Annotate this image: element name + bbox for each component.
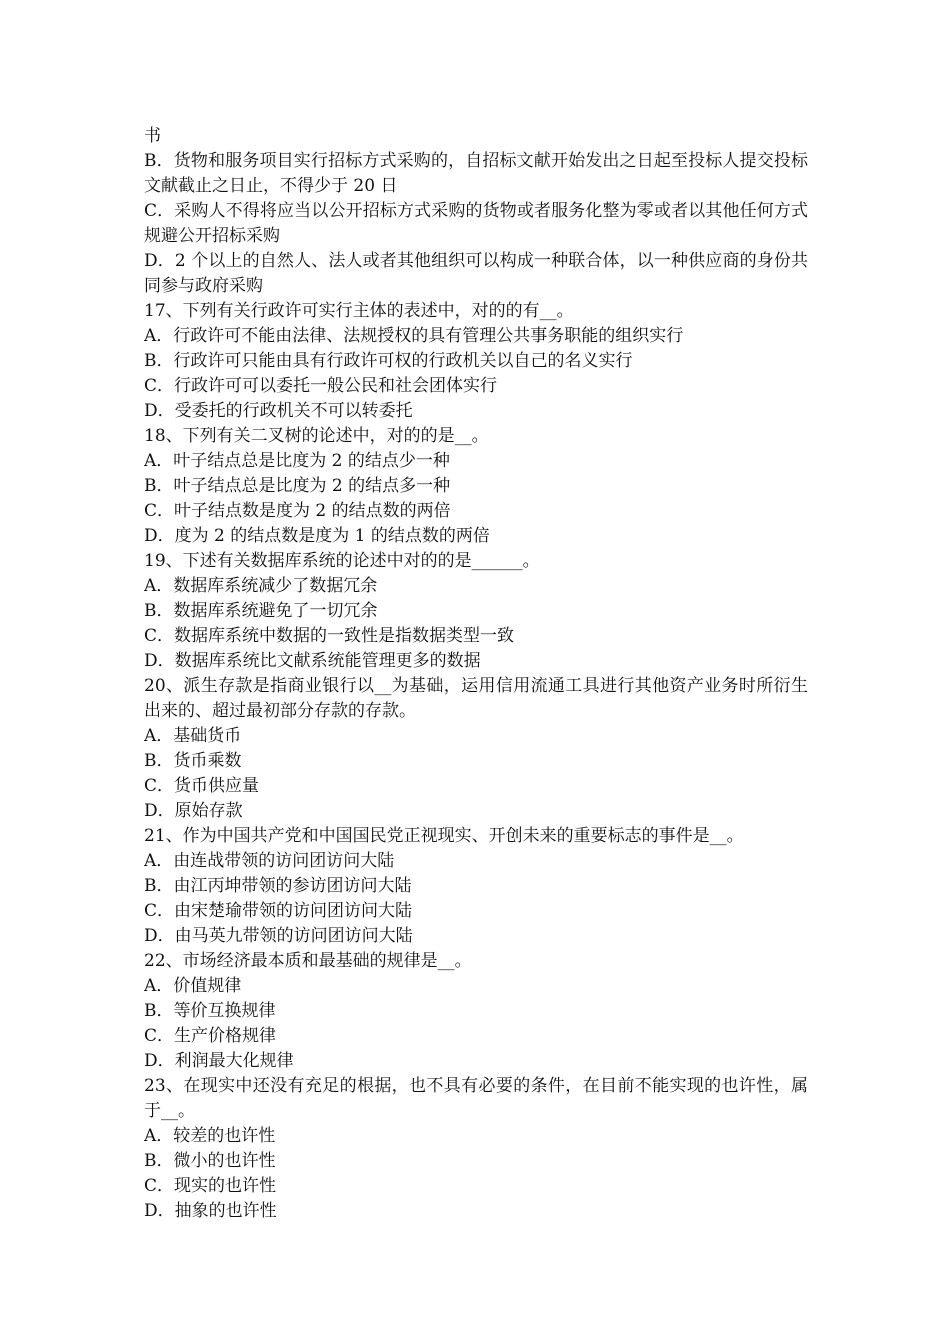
question-21-option-d: D．由马英九带领的访问团访问大陆: [144, 926, 413, 946]
question-17-option-c: C．行政许可可以委托一般公民和社会团体实行: [144, 376, 498, 396]
question-23-option-c: C．现实的也许性: [144, 1176, 277, 1196]
question-22-option-c: C．生产价格规律: [144, 1026, 277, 1046]
question-21-option-a: A．由连战带领的访问团访问大陆: [144, 851, 395, 871]
question-22-option-d: D．利润最大化规律: [144, 1051, 294, 1071]
question-17-option-a: A．行政许可不能由法律、法规授权的具有管理公共事务职能的组织实行: [144, 326, 684, 346]
question-20-option-d: D．原始存款: [144, 801, 243, 821]
question-18-option-d: D．度为 2 的结点数是度为 1 的结点数的两倍: [144, 526, 490, 546]
question-21: 21、作为中国共产党和中国国民党正视现实、开创未来的重要标志的事件是__。: [144, 826, 744, 846]
question-23-option-d: D．抽象的也许性: [144, 1201, 277, 1221]
question-17-option-b: B．行政许可只能由具有行政许可权的行政机关以自己的名义实行: [144, 351, 633, 371]
question-17: 17、下列有关行政许可实行主体的表述中，对的的有__。: [144, 301, 574, 321]
question-20-option-b: B．货币乘数: [144, 751, 242, 771]
question-18-option-c: C．叶子结点数是度为 2 的结点数的两倍: [144, 501, 451, 521]
document-page: [144, 124, 808, 1224]
text-line: 书: [144, 126, 161, 146]
option-d-paragraph: D．2 个以上的自然人、法人或者其他组织可以构成一种联合体，以一种供应商的身份共同参与政府采购: [144, 251, 808, 296]
question-20-option-a: A．基础货币: [144, 726, 242, 746]
question-17-option-d: D．受委托的行政机关不可以转委托: [144, 401, 413, 421]
question-20: 20、派生存款是指商业银行以__为基础，运用信用流通工具进行其他资产业务时所衍生出来的、超过最初部分存款的存款。: [144, 676, 808, 721]
question-23-option-b: B．微小的也许性: [144, 1151, 276, 1171]
question-19-option-b: B．数据库系统避免了一切冗余: [144, 601, 378, 621]
question-22-option-a: A．价值规律: [144, 976, 242, 996]
question-22-option-b: B．等价互换规律: [144, 1001, 276, 1021]
question-21-option-b: B．由江丙坤带领的参访团访问大陆: [144, 876, 412, 896]
question-23: 23、在现实中还没有充足的根据，也不具有必要的条件，在目前不能实现的也许性，属于__。: [144, 1076, 808, 1121]
question-19-option-a: A．数据库系统减少了数据冗余: [144, 576, 378, 596]
question-20-option-c: C．货币供应量: [144, 776, 260, 796]
question-18-option-b: B．叶子结点总是比度为 2 的结点多一种: [144, 476, 451, 496]
option-b-paragraph: B．货物和服务项目实行招标方式采购的，自招标文献开始发出之日起至投标人提交投标文献截止之日止，不得少于 20 日: [144, 151, 808, 196]
question-18-option-a: A．叶子结点总是比度为 2 的结点少一种: [144, 451, 450, 471]
question-23-option-a: A．较差的也许性: [144, 1126, 276, 1146]
question-22: 22、市场经济最本质和最基础的规律是__。: [144, 951, 472, 971]
question-19-option-c: C．数据库系统中数据的一致性是指数据类型一致: [144, 626, 515, 646]
question-19-option-d: D．数据库系统比文献系统能管理更多的数据: [144, 651, 481, 671]
question-18: 18、下列有关二叉树的论述中，对的的是__。: [144, 426, 489, 446]
question-21-option-c: C．由宋楚瑜带领的访问团访问大陆: [144, 901, 413, 921]
option-c-paragraph: C．采购人不得将应当以公开招标方式采购的货物或者服务化整为零或者以其他任何方式规避公开招标采购: [144, 201, 808, 246]
question-19: 19、下述有关数据库系统的论述中对的的是______。: [144, 551, 540, 571]
